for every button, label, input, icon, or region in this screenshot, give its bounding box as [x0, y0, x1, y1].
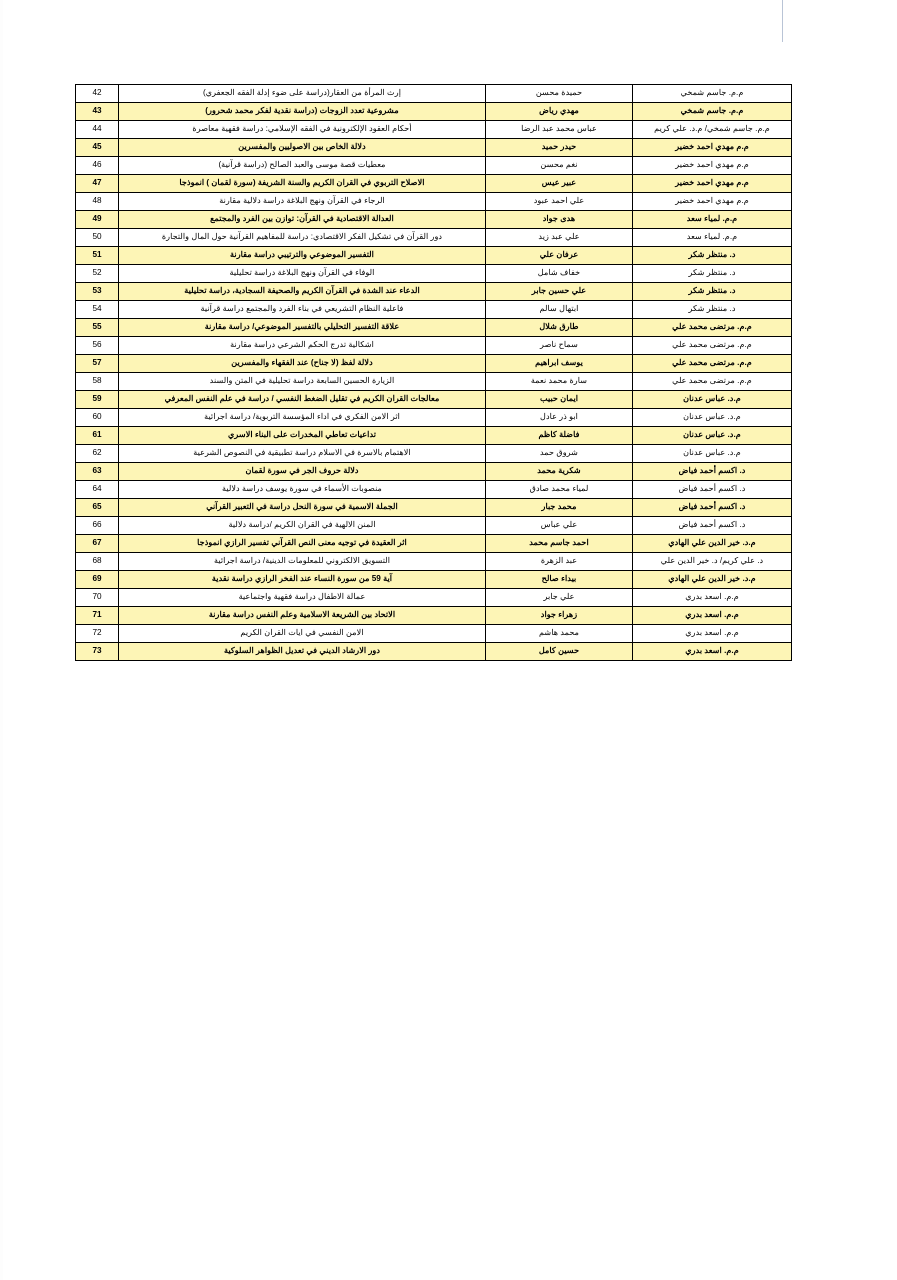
- cell-supervisor: م.د. عباس عدنان: [633, 427, 792, 445]
- cell-supervisor: م.م مهدي احمد خضير: [633, 157, 792, 175]
- cell-student: علي حسين جابر: [486, 283, 633, 301]
- cell-student: احمد جاسم محمد: [486, 535, 633, 553]
- cell-row-number: 52: [76, 265, 119, 283]
- cell-supervisor: م.م. اسعد بدري: [633, 589, 792, 607]
- table-row: [76, 535, 792, 553]
- cell-supervisor: د. اكسم أحمد فياض: [633, 481, 792, 499]
- cell-research-title: الاتحاد بين الشريعة الاسلامية وعلم النفس دراسة مقارنة: [119, 607, 486, 625]
- cell-research-title: اشكالية تدرج الحكم الشرعي دراسة مقارنة: [119, 337, 486, 355]
- cell-research-title: الجملة الاسمية في سورة النحل دراسة في التعبير القرآني: [119, 499, 486, 517]
- cell-row-number: 73: [76, 643, 119, 661]
- cell-research-title: تداعيات تعاطي المخدرات على البناء الاسري: [119, 427, 486, 445]
- cell-row-number: 67: [76, 535, 119, 553]
- cell-research-title: المنن الالهية في القران الكريم /دراسة دلالية: [119, 517, 486, 535]
- table-row: [76, 283, 792, 301]
- table-row: [76, 265, 792, 283]
- cell-row-number: 71: [76, 607, 119, 625]
- cell-row-number: 69: [76, 571, 119, 589]
- cell-supervisor: م.م. اسعد بدري: [633, 643, 792, 661]
- cell-supervisor: م.م مهدي احمد خضير: [633, 175, 792, 193]
- cell-research-title: التسويق الالكتروني للمعلومات الدينية/ دراسة اجرائية: [119, 553, 486, 571]
- cell-student: علي احمد عبود: [486, 193, 633, 211]
- cell-student: طارق شلال: [486, 319, 633, 337]
- cell-supervisor: م.م. مرتضى محمد علي: [633, 355, 792, 373]
- table-row: [76, 589, 792, 607]
- cell-student: سارة محمد نعمة: [486, 373, 633, 391]
- cell-supervisor: م.م. جاسم شمخي: [633, 85, 792, 103]
- cell-row-number: 44: [76, 121, 119, 139]
- cell-student: محمد هاشم: [486, 625, 633, 643]
- cell-supervisor: م.د. عباس عدنان: [633, 391, 792, 409]
- cell-student: مهدي رياض: [486, 103, 633, 121]
- cell-research-title: فاعلية النظام التشريعي في بناء الفرد والمجتمع دراسة قرآنية: [119, 301, 486, 319]
- cell-research-title: اثر العقيدة في توجيه معنى النص القرآني تفسير الرازي انموذجا: [119, 535, 486, 553]
- cell-student: عباس محمد عبد الرضا: [486, 121, 633, 139]
- table-row: [76, 463, 792, 481]
- table-row: [76, 85, 792, 103]
- cell-student: علي عبد زيد: [486, 229, 633, 247]
- table-body: [76, 85, 792, 661]
- table-row: [76, 319, 792, 337]
- cell-student: نغم محسن: [486, 157, 633, 175]
- cell-row-number: 55: [76, 319, 119, 337]
- cell-row-number: 46: [76, 157, 119, 175]
- cell-student: خفاف شامل: [486, 265, 633, 283]
- table-row: [76, 625, 792, 643]
- cell-supervisor: م.م. مرتضى محمد علي: [633, 373, 792, 391]
- cell-student: محمد جبار: [486, 499, 633, 517]
- cell-research-title: الرجاء في القرآن ونهج البلاغة دراسة دلالية مقارنة: [119, 193, 486, 211]
- cell-supervisor: م.م مهدي احمد خضير: [633, 193, 792, 211]
- table-row: [76, 445, 792, 463]
- cell-row-number: 72: [76, 625, 119, 643]
- cell-supervisor: د. منتظر شكر: [633, 265, 792, 283]
- cell-student: ابتهال سالم: [486, 301, 633, 319]
- table-row: [76, 175, 792, 193]
- cell-research-title: معطيات قصة موسى والعبد الصالح (دراسة قرآنية): [119, 157, 486, 175]
- table-row: [76, 355, 792, 373]
- table-row: [76, 211, 792, 229]
- table-row: [76, 391, 792, 409]
- cell-research-title: منصوبات الأسماء في سورة يوسف دراسة دلالية: [119, 481, 486, 499]
- cell-student: حيدر حميد: [486, 139, 633, 157]
- cell-student: ابو ذر عادل: [486, 409, 633, 427]
- table-row: [76, 571, 792, 589]
- cell-row-number: 70: [76, 589, 119, 607]
- cell-row-number: 42: [76, 85, 119, 103]
- cell-research-title: مشروعية تعدد الزوجات (دراسة نقدية لفكر محمد شحرور): [119, 103, 486, 121]
- cell-row-number: 61: [76, 427, 119, 445]
- cell-supervisor: د. منتظر شكر: [633, 283, 792, 301]
- cell-supervisor: د. علي كريم/ د. خير الدين علي: [633, 553, 792, 571]
- cell-row-number: 51: [76, 247, 119, 265]
- cell-research-title: دلالة لفظ (لا جناح) عند الفقهاء والمفسرين: [119, 355, 486, 373]
- cell-research-title: عمالة الاطفال دراسة فقهية واجتماعية: [119, 589, 486, 607]
- table-row: [76, 103, 792, 121]
- table-row: [76, 229, 792, 247]
- cell-student: علي عباس: [486, 517, 633, 535]
- cell-supervisor: م.م. لمياء سعد: [633, 229, 792, 247]
- cell-research-title: آية 59 من سورة النساء عند الفخر الرازي دراسة نقدية: [119, 571, 486, 589]
- table-row: [76, 643, 792, 661]
- scan-edge: [0, 0, 3, 1280]
- cell-student: عبد الزهرة: [486, 553, 633, 571]
- table-row: [76, 139, 792, 157]
- cell-research-title: إرث المرأة من العقار(دراسة على ضوء إدلة الفقه الجعفري): [119, 85, 486, 103]
- cell-research-title: دور الارشاد الديني في تعديل الظواهر السلوكية: [119, 643, 486, 661]
- cell-supervisor: م.م. جاسم شمخي/ م.د. علي كريم: [633, 121, 792, 139]
- cell-research-title: الدعاء عند الشدة في القرآن الكريم والصحيفة السجادية، دراسة تحليلية: [119, 283, 486, 301]
- cell-research-title: دور القرآن في تشكيل الفكر الاقتصادي: دراسة للمفاهيم القرآنية حول المال والتجارة: [119, 229, 486, 247]
- cell-supervisor: م.م. اسعد بدري: [633, 625, 792, 643]
- table-row: [76, 427, 792, 445]
- cell-supervisor: م.د. عباس عدنان: [633, 409, 792, 427]
- cell-research-title: معالجات القران الكريم في تقليل الضغط النفسي / دراسة في علم النفس المعرفي: [119, 391, 486, 409]
- table-row: [76, 409, 792, 427]
- table-row: [76, 121, 792, 139]
- table-row: [76, 553, 792, 571]
- cell-student: سماح ناصر: [486, 337, 633, 355]
- cell-row-number: 60: [76, 409, 119, 427]
- cell-research-title: أحكام العقود الإلكترونية في الفقه الإسلامي: دراسة فقهية معاصرة: [119, 121, 486, 139]
- cell-student: شروق حمد: [486, 445, 633, 463]
- cell-row-number: 64: [76, 481, 119, 499]
- cell-row-number: 43: [76, 103, 119, 121]
- cell-supervisor: م.د. عباس عدنان: [633, 445, 792, 463]
- cell-supervisor: م.د. خير الدين علي الهادي: [633, 535, 792, 553]
- cell-research-title: اثر الامن الفكري في اداء المؤسسة التربوية/ دراسة اجرائية: [119, 409, 486, 427]
- scan-artifact-line: [782, 0, 783, 42]
- cell-student: شكرية محمد: [486, 463, 633, 481]
- cell-research-title: علاقة التفسير التحليلي بالتفسير الموضوعي/ دراسة مقارنة: [119, 319, 486, 337]
- cell-student: فاضلة كاظم: [486, 427, 633, 445]
- cell-supervisor: م.د. خير الدين علي الهادي: [633, 571, 792, 589]
- cell-student: عرفان علي: [486, 247, 633, 265]
- cell-row-number: 62: [76, 445, 119, 463]
- cell-student: علي جابر: [486, 589, 633, 607]
- cell-research-title: الزيارة الحسين السابعة دراسة تحليلية في المتن والسند: [119, 373, 486, 391]
- cell-supervisor: د. منتظر شكر: [633, 247, 792, 265]
- cell-student: ايمان حبيب: [486, 391, 633, 409]
- cell-research-title: الوفاء في القرآن ونهج البلاغة دراسة تحليلية: [119, 265, 486, 283]
- cell-student: حسين كامل: [486, 643, 633, 661]
- cell-research-title: العدالة الاقتصادية في القرآن: توازن بين الفرد والمجتمع: [119, 211, 486, 229]
- cell-supervisor: م.م. اسعد بدري: [633, 607, 792, 625]
- table-row: [76, 517, 792, 535]
- cell-student: بيداء صالح: [486, 571, 633, 589]
- table-row: [76, 157, 792, 175]
- cell-student: هدى جواد: [486, 211, 633, 229]
- cell-supervisor: د. اكسم أحمد فياض: [633, 517, 792, 535]
- cell-row-number: 66: [76, 517, 119, 535]
- cell-research-title: دلالة حروف الجر في سورة لقمان: [119, 463, 486, 481]
- cell-student: حميدة محسن: [486, 85, 633, 103]
- cell-row-number: 57: [76, 355, 119, 373]
- research-list-table: [75, 84, 792, 661]
- cell-supervisor: م.م. جاسم شمخي: [633, 103, 792, 121]
- cell-row-number: 48: [76, 193, 119, 211]
- cell-row-number: 58: [76, 373, 119, 391]
- table-row: [76, 481, 792, 499]
- table-row: [76, 193, 792, 211]
- cell-research-title: الاصلاح التربوي في القران الكريم والسنة الشريفة (سورة لقمان ) انموذجا: [119, 175, 486, 193]
- cell-student: يوسف ابراهيم: [486, 355, 633, 373]
- cell-supervisor: د. منتظر شكر: [633, 301, 792, 319]
- cell-row-number: 65: [76, 499, 119, 517]
- table-row: [76, 247, 792, 265]
- cell-row-number: 50: [76, 229, 119, 247]
- cell-row-number: 59: [76, 391, 119, 409]
- cell-row-number: 56: [76, 337, 119, 355]
- table-row: [76, 337, 792, 355]
- cell-research-title: دلالة الخاص بين الاصوليين والمفسرين: [119, 139, 486, 157]
- table-row: [76, 607, 792, 625]
- cell-supervisor: د. اكسم أحمد فياض: [633, 463, 792, 481]
- cell-row-number: 54: [76, 301, 119, 319]
- cell-research-title: الامن النفسي في ايات القران الكريم: [119, 625, 486, 643]
- cell-row-number: 53: [76, 283, 119, 301]
- cell-supervisor: م.م. لمياء سعد: [633, 211, 792, 229]
- cell-supervisor: د. اكسم أحمد فياض: [633, 499, 792, 517]
- table-row: [76, 499, 792, 517]
- cell-row-number: 49: [76, 211, 119, 229]
- cell-research-title: التفسير الموضوعي والترتيبي دراسة مقارنة: [119, 247, 486, 265]
- cell-row-number: 47: [76, 175, 119, 193]
- cell-research-title: الاهتمام بالاسرة في الاسلام دراسة تطبيقية في النصوص الشرعية: [119, 445, 486, 463]
- cell-row-number: 45: [76, 139, 119, 157]
- table-row: [76, 373, 792, 391]
- cell-student: زهراء جواد: [486, 607, 633, 625]
- cell-student: لمياء محمد صادق: [486, 481, 633, 499]
- research-list-table-container: [92, 84, 792, 661]
- cell-supervisor: م.م مهدي احمد خضير: [633, 139, 792, 157]
- table-row: [76, 301, 792, 319]
- cell-student: عبير عيس: [486, 175, 633, 193]
- cell-row-number: 68: [76, 553, 119, 571]
- cell-row-number: 63: [76, 463, 119, 481]
- cell-supervisor: م.م. مرتضى محمد علي: [633, 319, 792, 337]
- cell-supervisor: م.م. مرتضى محمد علي: [633, 337, 792, 355]
